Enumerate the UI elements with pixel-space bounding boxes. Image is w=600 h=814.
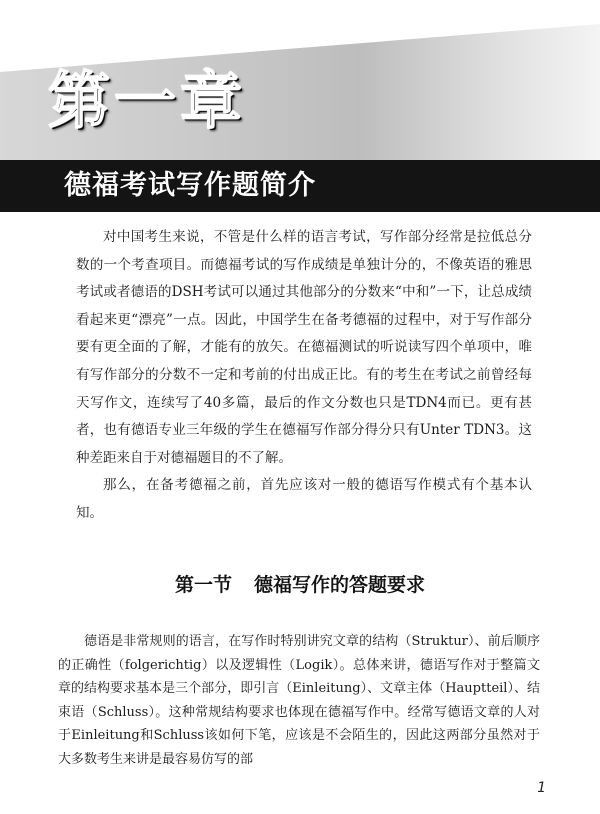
chapter-subtitle-bar xyxy=(0,160,600,212)
chapter-subtitle: 德福考试写作题简介 xyxy=(64,170,316,201)
section-heading xyxy=(0,570,600,597)
intro-paragraph-1: 对中国考生来说，不管是什么样的语言考试，写作部分经常是拉低总分数的一个考查项目。而德福考试的写作成绩是单独计分的，不像英语的雅思考试或者德语的DSH考试可以通过其他部分的分数来“中和”一下，让总成绩看起来更“漂亮”一点。因此，中国学生在备考德福的过程中，对于写作部分要有更全面的了解，才能有的放矢。在德福测试的听说读写四个单项中，唯有写作部分的分数不一定和考前的付出成正比。有的考生在考试之前曾经每天写作文，连续写了40多篇，最后的作文分数也只是TDN4而已。更有甚者，也有德语专业三年级的学生在德福写作部分得分只有Unter TDN3。这种差距来自于对德福题目的不了解。 xyxy=(76,229,532,466)
page-number: 1 xyxy=(537,780,546,796)
intro-paragraph-2: 那么，在备考德福之前，首先应该对一般的德语写作模式有个基本认知。 xyxy=(76,477,532,521)
section-paragraph-1: 德语是非常规则的语言，在写作时特别讲究文章的结构（Struktur）、前后顺序的正确性（folgerichtig）以及逻辑性（Logik）。总体来讲，德语写作对于整篇文章的结构要求基本是三个部分，即引言（Einleitung）、文章主体（Hauptteil）、结束语（Schluss）。这种常规结构要求也体现在德福写作中。经常写德语文章的人对于Einleitung和Schluss该如何下笔，应该是不会陌生的，因此这两部分虽然对于大多数考生来讲是最容易仿写的部 xyxy=(58,634,540,767)
chapter-title: 第一章 xyxy=(48,64,247,137)
intro-text xyxy=(76,224,532,528)
section-number: 第一节 xyxy=(174,574,232,596)
section-title: 德福写作的答题要求 xyxy=(254,574,426,596)
section-body xyxy=(58,630,540,771)
